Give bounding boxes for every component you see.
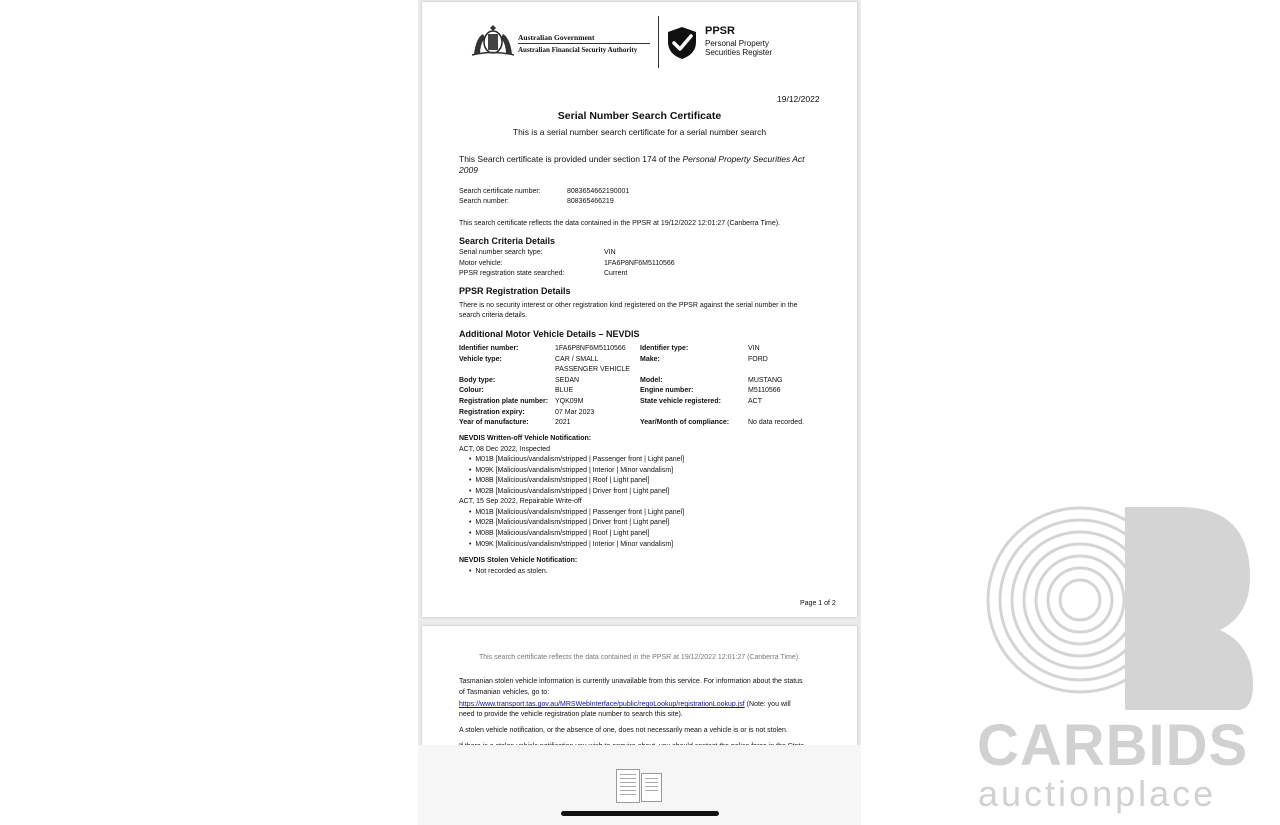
- tas-text-4: need to provide the vehicle registration plate number to search this site).: [459, 711, 683, 718]
- list-item: • M09K [Malicious/vandalism/stripped | Interior | Minor vandalism]: [469, 541, 674, 548]
- engine-number-value: M5110566: [748, 387, 781, 394]
- expiry-label: Registration expiry:: [459, 409, 525, 416]
- writeoff-heading: NEVDIS Written-off Vehicle Notification:: [459, 435, 592, 442]
- compliance-label: Year/Month of compliance:: [640, 419, 730, 426]
- page-thumbnail-2[interactable]: [641, 773, 662, 802]
- stolen-notice: A stolen vehicle notification, or the absence of one, does not necessarily mean a vehicle is or is not stolen.: [459, 727, 788, 734]
- ppsr-sub-2: Securities Register: [705, 48, 773, 57]
- list-item: • M02B [Malicious/vandalism/stripped | Driver front | Light panel]: [469, 519, 670, 526]
- colour-label: Colour:: [459, 387, 484, 394]
- list-item: • M08B [Malicious/vandalism/stripped | Roof | Light panel]: [469, 477, 650, 484]
- tas-note: (Note: you will: [744, 701, 791, 708]
- stolen-heading: NEVDIS Stolen Vehicle Notification:: [459, 557, 578, 564]
- plate-label: Registration plate number:: [459, 398, 549, 405]
- page-thumbnail-bar: [418, 745, 861, 825]
- coat-of-arms-logo: [470, 24, 516, 58]
- tas-link[interactable]: https://www.transport.tas.gov.au/MRSWebInterface/public/regoLookup/registrationLookup.jsf: [459, 701, 745, 708]
- body-type-label: Body type:: [459, 377, 496, 384]
- page2-reflects: This search certificate reflects the data contained in the PPSR at 19/12/2022 12:01:27 (Canberra Time).: [478, 654, 800, 661]
- page-number: Page 1 of 2: [800, 600, 836, 607]
- vehicle-type-value-2: PASSENGER VEHICLE: [555, 366, 630, 373]
- damage-code: M01B [Malicious/vandalism/stripped | Passenger front | Light panel]: [475, 509, 685, 516]
- criteria-heading: Search Criteria Details: [459, 236, 556, 246]
- damage-code: M08B [Malicious/vandalism/stripped | Roof | Light panel]: [475, 530, 650, 537]
- act-year: 2009: [459, 165, 478, 175]
- damage-code: M09K [Malicious/vandalism/stripped | Interior | Minor vandalism]: [475, 541, 674, 548]
- writeoff-entry-1: ACT, 08 Dec 2022, Inspected: [459, 446, 551, 453]
- year-label: Year of manufacture:: [459, 419, 529, 426]
- ppsr-subtitle: [705, 39, 772, 57]
- cert-number-value: 8083654662190001: [567, 188, 630, 195]
- page-thumbnail-1[interactable]: [616, 769, 640, 803]
- home-indicator[interactable]: [561, 811, 719, 816]
- criteria-value: VIN: [604, 249, 616, 256]
- body-type-value: SEDAN: [555, 377, 580, 384]
- criteria-label: Motor vehicle:: [459, 260, 503, 267]
- registration-heading: PPSR Registration Details: [459, 286, 571, 296]
- vehicle-type-label: Vehicle type:: [459, 356, 502, 363]
- ppsr-sub-1: Personal Property: [705, 39, 770, 48]
- gov-line-2: Australian Financial Security Authority: [518, 46, 638, 54]
- writeoff-entry-2: ACT, 15 Sep 2022, Repairable Write-off: [459, 498, 582, 505]
- list-item: • M02B [Malicious/vandalism/stripped | Driver front | Light panel]: [469, 488, 670, 495]
- auctionplace-wordmark: auctionplace: [978, 773, 1217, 814]
- certificate-title: Serial Number Search Certificate: [557, 110, 722, 122]
- carbids-wordmark: CARBIDS: [977, 713, 1249, 778]
- model-value: MUSTANG: [748, 377, 783, 384]
- identifier-type-label: Identifier type:: [640, 345, 689, 352]
- make-value: FORD: [748, 356, 768, 363]
- identifier-type-value: VIN: [748, 345, 760, 352]
- certificate-subtitle: This is a serial number search certificate for a serial number search: [512, 127, 767, 137]
- list-item: • M01B [Malicious/vandalism/stripped | Passenger front | Light panel]: [469, 509, 685, 516]
- damage-code: M01B [Malicious/vandalism/stripped | Passenger front | Light panel]: [475, 456, 685, 463]
- damage-code: M08B [Malicious/vandalism/stripped | Roof | Light panel]: [475, 477, 650, 484]
- search-number-label: Search number:: [459, 198, 509, 205]
- gov-rule: [518, 43, 650, 44]
- colour-value: BLUE: [555, 387, 574, 394]
- act-name: Personal Property Securities Act: [682, 154, 805, 164]
- model-label: Model:: [640, 377, 663, 384]
- list-item: • M09K [Malicious/vandalism/stripped | Interior | Minor vandalism]: [469, 467, 674, 474]
- list-item: • M08B [Malicious/vandalism/stripped | Roof | Light panel]: [469, 530, 650, 537]
- gov-line-1: Australian Government: [518, 33, 595, 42]
- state-registered-value: ACT: [748, 398, 762, 405]
- search-number-value: 808365466219: [567, 198, 614, 205]
- provided-statement: [459, 154, 805, 165]
- compliance-value: No data recorded.: [748, 419, 805, 426]
- header-divider: [658, 16, 659, 68]
- make-label: Make:: [640, 356, 660, 363]
- criteria-label: Serial number search type:: [459, 249, 543, 256]
- damage-code: M02B [Malicious/vandalism/stripped | Driver front | Light panel]: [475, 488, 670, 495]
- stolen-status: Not recorded as stolen.: [475, 568, 548, 575]
- vehicle-type-value-1: CAR / SMALL: [555, 356, 599, 363]
- tas-link-line: [459, 700, 791, 710]
- provided-prefix: This Search certificate is provided under section 174 of the: [459, 154, 683, 164]
- state-registered-label: State vehicle registered:: [640, 398, 721, 405]
- registration-text-1: There is no security interest or other registration kind registered on the PPSR against the serial number in the: [459, 302, 798, 309]
- plate-value: YQK09M: [555, 398, 584, 405]
- cert-number-label: Search certificate number:: [459, 188, 541, 195]
- reflects-statement: This search certificate reflects the data contained in the PPSR at 19/12/2022 12:01:27 (Canberra Time).: [459, 220, 781, 227]
- engine-number-label: Engine number:: [640, 387, 694, 394]
- identifier-value: 1FA6P8NF6M5110566: [555, 345, 626, 352]
- criteria-value: 1FA6P8NF6M5110566: [604, 260, 675, 267]
- certificate-date: 19/12/2022: [777, 94, 820, 104]
- identifier-label: Identifier number:: [459, 345, 519, 352]
- list-item: • M01B [Malicious/vandalism/stripped | Passenger front | Light panel]: [469, 456, 685, 463]
- list-item: • Not recorded as stolen.: [469, 568, 548, 575]
- ppsr-title: PPSR: [705, 25, 735, 37]
- damage-code: M02B [Malicious/vandalism/stripped | Driver front | Light panel]: [475, 519, 670, 526]
- certificate-page-1: [422, 2, 857, 617]
- damage-code: M09K [Malicious/vandalism/stripped | Interior | Minor vandalism]: [475, 467, 674, 474]
- criteria-label: PPSR registration state searched:: [459, 270, 565, 277]
- tas-text-2: of Tasmanian vehicles, go to:: [459, 689, 550, 696]
- nevdis-heading: Additional Motor Vehicle Details – NEVDIS: [459, 329, 640, 339]
- year-value: 2021: [555, 419, 571, 426]
- criteria-value: Current: [604, 270, 628, 277]
- registration-text-2: search criteria details.: [459, 312, 528, 319]
- expiry-value: 07 Mar 2023: [555, 409, 595, 416]
- document-viewer[interactable]: [418, 0, 861, 825]
- ppsr-shield-icon: [666, 26, 698, 60]
- tas-text-1: Tasmanian stolen vehicle information is currently unavailable from this service. For information about the status: [459, 678, 803, 685]
